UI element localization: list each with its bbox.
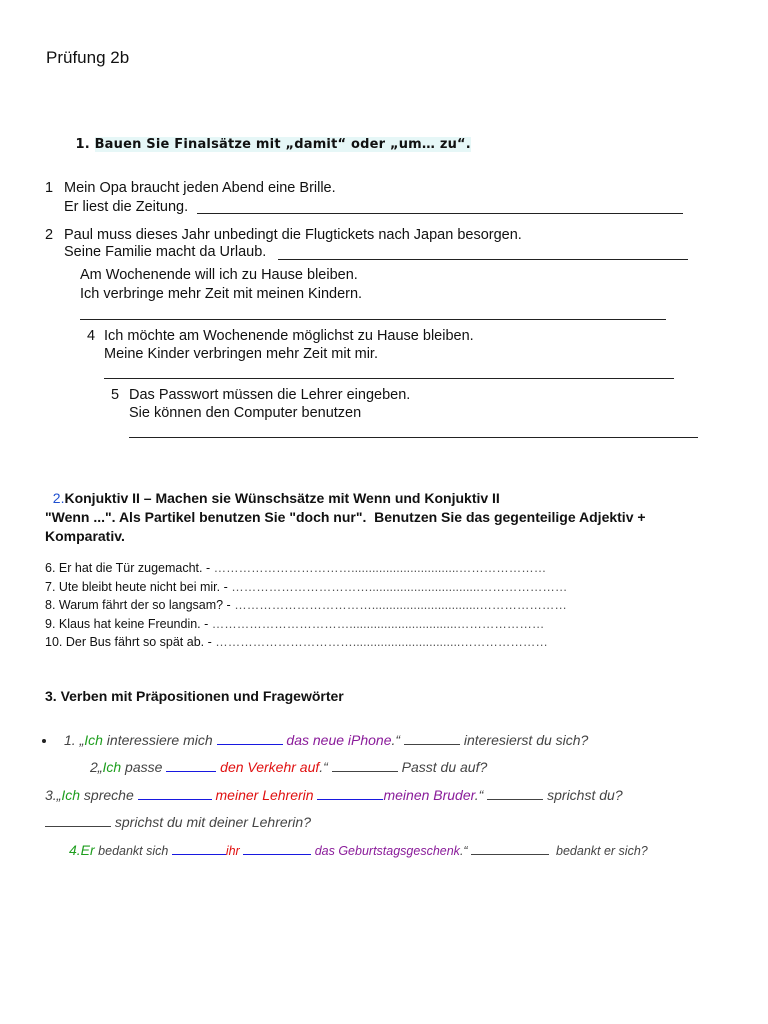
section3-item-3-line2: [45, 813, 311, 830]
section1-item-number: 4: [87, 328, 96, 344]
section2-item-text: 7. Ute bleibt heute nicht bei mir. -: [45, 580, 232, 594]
answer-line[interactable]: [80, 319, 666, 320]
section1-item-number: 2: [45, 227, 54, 243]
answer-blank[interactable]: [243, 841, 311, 855]
close-quote: .“: [319, 759, 328, 775]
answer-blank[interactable]: [317, 786, 383, 800]
close-quote: .“: [391, 732, 401, 748]
section2-heading: [45, 474, 500, 506]
section1-item-line1: Ich möchte am Wochenende möglichst zu Hause bleiben.: [104, 328, 474, 344]
section2-item-text: 10. Der Bus fährt so spät ab. -: [45, 635, 216, 649]
item-number: 2„: [90, 759, 103, 775]
section2-item: [45, 580, 567, 594]
object-text: meinen Bruder: [383, 787, 475, 803]
subject-ich: Ich: [84, 732, 103, 748]
section2-instruction-line2: Komparativ.: [45, 528, 125, 544]
section1-item-line2: Er liest die Zeitung.: [64, 199, 189, 215]
item-number: 3.„: [45, 787, 62, 803]
section1-number: 1.: [75, 137, 90, 152]
section3-heading: 3. Verben mit Präpositionen und Fragewörter: [45, 688, 344, 704]
section1-item-line2: Seine Familie macht da Urlaub.: [64, 244, 267, 260]
answer-dots[interactable]: ……………………………...............................…………………: [211, 617, 545, 631]
section1-heading: [66, 122, 471, 152]
answer-dots[interactable]: ……………………………...............................…………………: [213, 561, 547, 575]
section2-item: [45, 617, 544, 631]
bullet-icon: [42, 739, 46, 743]
answer-dots[interactable]: ……………………………................................…………………: [231, 580, 568, 594]
section2-item: [45, 561, 546, 575]
question-text: bedankt er sich?: [556, 844, 648, 858]
section1-item-line1: Paul muss dieses Jahr unbedingt die Flugtickets nach Japan besorgen.: [64, 227, 522, 243]
section1-item-number: 5: [111, 387, 120, 403]
section3-item-4: [69, 841, 648, 858]
question-text: Passt du auf?: [401, 759, 488, 775]
object-text: den Verkehr auf: [220, 759, 320, 775]
section2-item: [45, 635, 548, 649]
answer-line[interactable]: [278, 259, 688, 260]
subject-ich: Ich: [61, 787, 81, 803]
section2-item-text: 6. Er hat die Tür zugemacht. -: [45, 561, 214, 575]
section1-item-line1: Am Wochenende will ich zu Hause bleiben.: [80, 267, 358, 283]
answer-dots[interactable]: ……………………………...............................…………………: [234, 598, 567, 612]
subject-ich: Ich: [102, 759, 122, 775]
answer-line[interactable]: [129, 437, 698, 438]
question-text: sprichst du mit deiner Lehrerin?: [114, 814, 311, 830]
answer-blank[interactable]: [471, 841, 549, 855]
section1-item-line2: Sie können den Computer benutzen: [129, 405, 362, 421]
question-text: sprichst du?: [547, 787, 623, 803]
verb-text: passe: [121, 759, 167, 775]
answer-blank[interactable]: [332, 758, 398, 772]
answer-blank[interactable]: [166, 758, 216, 772]
section1-heading-text: Bauen Sie Finalsätze mit „damit“ oder „um… zu“.: [94, 137, 471, 152]
section2-item: [45, 598, 567, 612]
section3-item-3: [45, 786, 623, 803]
answer-blank[interactable]: [487, 786, 543, 800]
object-text: das Geburtstagsgeschenk: [314, 844, 460, 858]
subject-er: 4.Er: [69, 842, 95, 858]
answer-blank[interactable]: [172, 841, 226, 855]
section2-item-text: 8. Warum fährt der so langsam? -: [45, 598, 235, 612]
page-title: Prüfung 2b: [46, 48, 130, 67]
answer-blank[interactable]: [217, 731, 283, 745]
section2-heading-text: Konjuktiv II – Machen sie Wünschsätze mit Wenn und Konjuktiv II: [64, 490, 500, 506]
answer-line[interactable]: [104, 378, 674, 379]
section3-item-2: [90, 758, 487, 775]
section2-item-text: 9. Klaus hat keine Freundin. -: [45, 617, 212, 631]
object-text: meiner Lehrerin: [215, 787, 314, 803]
verb-text: spreche: [80, 787, 138, 803]
answer-blank[interactable]: [138, 786, 212, 800]
section2-instruction-line1: "Wenn ...". Als Partikel benutzen Sie "doch nur". Benutzen Sie das gegenteilige Adjektiv +: [45, 509, 646, 525]
answer-blank[interactable]: [404, 731, 460, 745]
answer-line[interactable]: [197, 213, 683, 214]
object-text: ihr: [225, 844, 240, 858]
close-quote: .“: [474, 787, 484, 803]
item-number: 1. „: [64, 732, 85, 748]
object-text: das neue iPhone: [286, 732, 392, 748]
verb-text: bedankt sich: [94, 844, 172, 858]
verb-text: interessiere mich: [102, 732, 217, 748]
section1-item-line2: Meine Kinder verbringen mehr Zeit mit mir.: [104, 346, 378, 362]
answer-blank[interactable]: [45, 813, 111, 827]
question-text: interesierst du sich?: [463, 732, 589, 748]
section3-item-1: [64, 731, 588, 748]
section1-item-line2: Ich verbringe mehr Zeit mit meinen Kindern.: [80, 286, 363, 302]
section1-item-line1: Mein Opa braucht jeden Abend eine Brille.: [64, 180, 336, 196]
close-quote: .“: [459, 844, 468, 858]
answer-dots[interactable]: ……………………………...............................…………………: [215, 635, 548, 649]
section1-item-line1: Das Passwort müssen die Lehrer eingeben.: [129, 387, 411, 403]
section2-number: 2.: [52, 490, 65, 506]
section1-item-number: 1: [45, 180, 54, 196]
